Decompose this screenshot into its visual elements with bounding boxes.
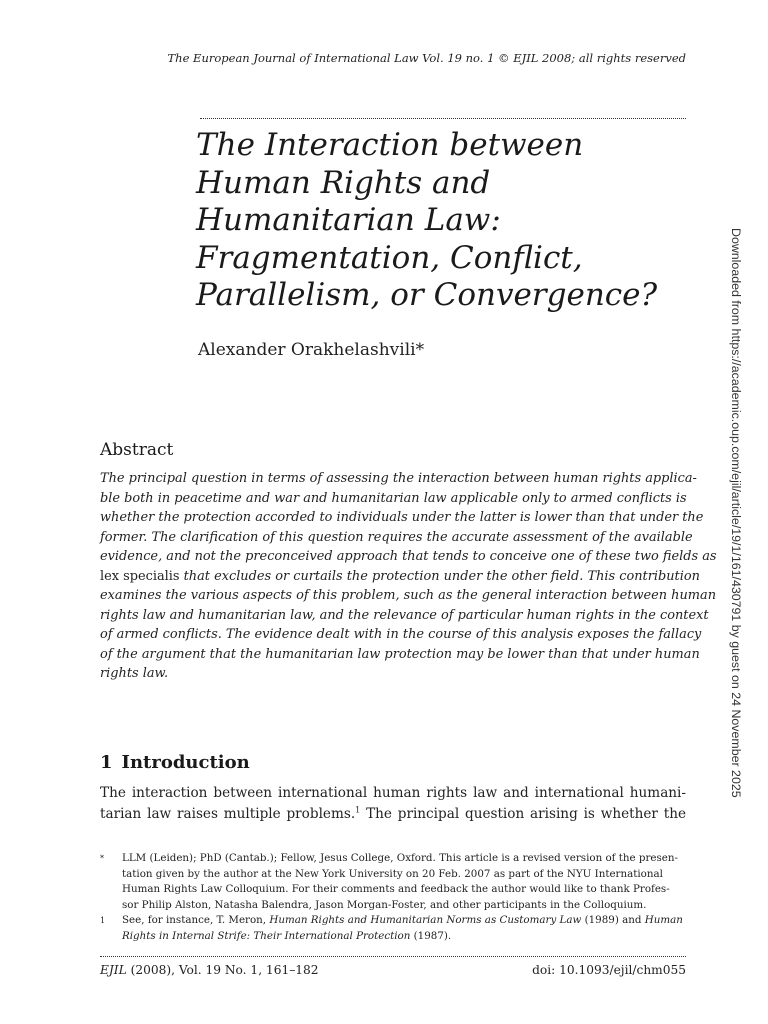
- title-line: The Interaction between: [196, 127, 584, 163]
- body-line: The interaction between international human rights law and international humani-: [100, 785, 686, 801]
- section-title: Introduction: [121, 752, 250, 773]
- bottom-dotted-rule: [100, 956, 686, 957]
- fn-part: (1987).: [410, 929, 452, 942]
- abstract-line: rights law and humanitarian law, and the relevance of particular human rights in the context: [100, 607, 709, 623]
- title-line: Humanitarian Law:: [196, 202, 501, 238]
- section-heading: [100, 752, 250, 773]
- download-watermark-text: Downloaded from https://academic.oup.com/ejil/article/19/1/161/430791 by guest on 24 November 2025: [729, 228, 743, 798]
- abstract-line-rest: that excludes or curtails the protection under the other field. This contribution: [183, 568, 700, 584]
- footnotes: [100, 851, 686, 945]
- title-line: Human Rights and: [196, 164, 491, 201]
- abstract-line: of armed conflicts. The evidence dealt with in the course of this analysis exposes the fallacy: [100, 627, 702, 642]
- footnote-line: tation given by the author at the New York University on 20 Feb. 2007 as part of the NYU International: [122, 867, 663, 880]
- author-name: Alexander Orakhelashvili*: [198, 340, 425, 360]
- abstract-line: rights law.: [100, 666, 169, 681]
- section-number: 1: [100, 752, 113, 773]
- abstract-line: examines the various aspects of this problem, such as the general interaction between human: [100, 588, 716, 603]
- journal-abbrev: EJIL: [100, 963, 127, 977]
- fn-book-title: Rights in Internal Strife: Their International Protection: [122, 929, 411, 942]
- intro-paragraph: [100, 783, 686, 825]
- article-title: [196, 127, 696, 315]
- footnote-line: Human Rights Law Colloquium. For their comments and feedback the author would like to thank Profes-: [122, 883, 670, 896]
- abstract-line: whether the protection accorded to individuals under the latter is lower than that under the: [100, 510, 704, 525]
- footnote-ref[interactable]: 1: [355, 805, 361, 815]
- abstract-line: The principal question in terms of assessing the interaction between human rights applica-: [100, 471, 697, 486]
- abstract-line: ble both in peacetime and war and humanitarian law applicable only to armed conflicts is: [100, 490, 687, 506]
- fn-part: (1989) and: [581, 914, 645, 927]
- abstract-line: former. The clarification of this question requires the accurate assessment of the available: [100, 529, 693, 545]
- body-line: [100, 804, 686, 825]
- running-head: The European Journal of International Law Vol. 19 no. 1 © EJIL 2008; all rights reserved: [167, 51, 686, 65]
- footnote-line: sor Philip Alston, Natasha Balendra, Jason Morgan-Foster, and other participants in the Colloquium.: [122, 898, 647, 911]
- fn-part: See, for instance, T. Meron,: [122, 914, 270, 927]
- abstract-text: [100, 469, 717, 684]
- body-line-part: The principal question arising is whether the: [360, 806, 687, 822]
- download-watermark: [727, 228, 747, 798]
- fn-book-title: Human: [644, 914, 683, 927]
- footnote-mark: *: [100, 854, 104, 863]
- title-line: Parallelism, or Convergence?: [196, 277, 658, 313]
- footnote-line: [122, 929, 686, 945]
- footnote-line: [122, 913, 686, 929]
- citation-details: (2008), Vol. 19 No. 1, 161–182: [126, 963, 319, 977]
- abstract-line: [100, 567, 700, 587]
- abstract-line: of the argument that the humanitarian law protection may be lower than that under human: [100, 646, 700, 662]
- footer-citation: [100, 963, 319, 977]
- abstract-line: evidence, and not the preconceived approach that tends to conceive one of these two fields as: [100, 549, 717, 564]
- footer-doi[interactable]: doi: 10.1093/ejil/chm055: [532, 963, 686, 977]
- abstract-heading: Abstract: [100, 440, 174, 460]
- top-dotted-rule: [200, 118, 686, 119]
- body-line-part: tarian law raises multiple problems.: [100, 806, 356, 822]
- footnote-mark: 1: [100, 916, 106, 926]
- footnote-line: LLM (Leiden); PhD (Cantab.); Fellow, Jesus College, Oxford. This article is a revised version of the presen-: [122, 852, 678, 864]
- footnote-author: [100, 851, 686, 913]
- title-line: Fragmentation, Conflict,: [196, 239, 583, 276]
- fn-book-title: Human Rights and Humanitarian Norms as Customary Law: [269, 914, 582, 927]
- footnote-1: [100, 913, 686, 944]
- lex-specialis-term: lex specialis: [100, 568, 180, 584]
